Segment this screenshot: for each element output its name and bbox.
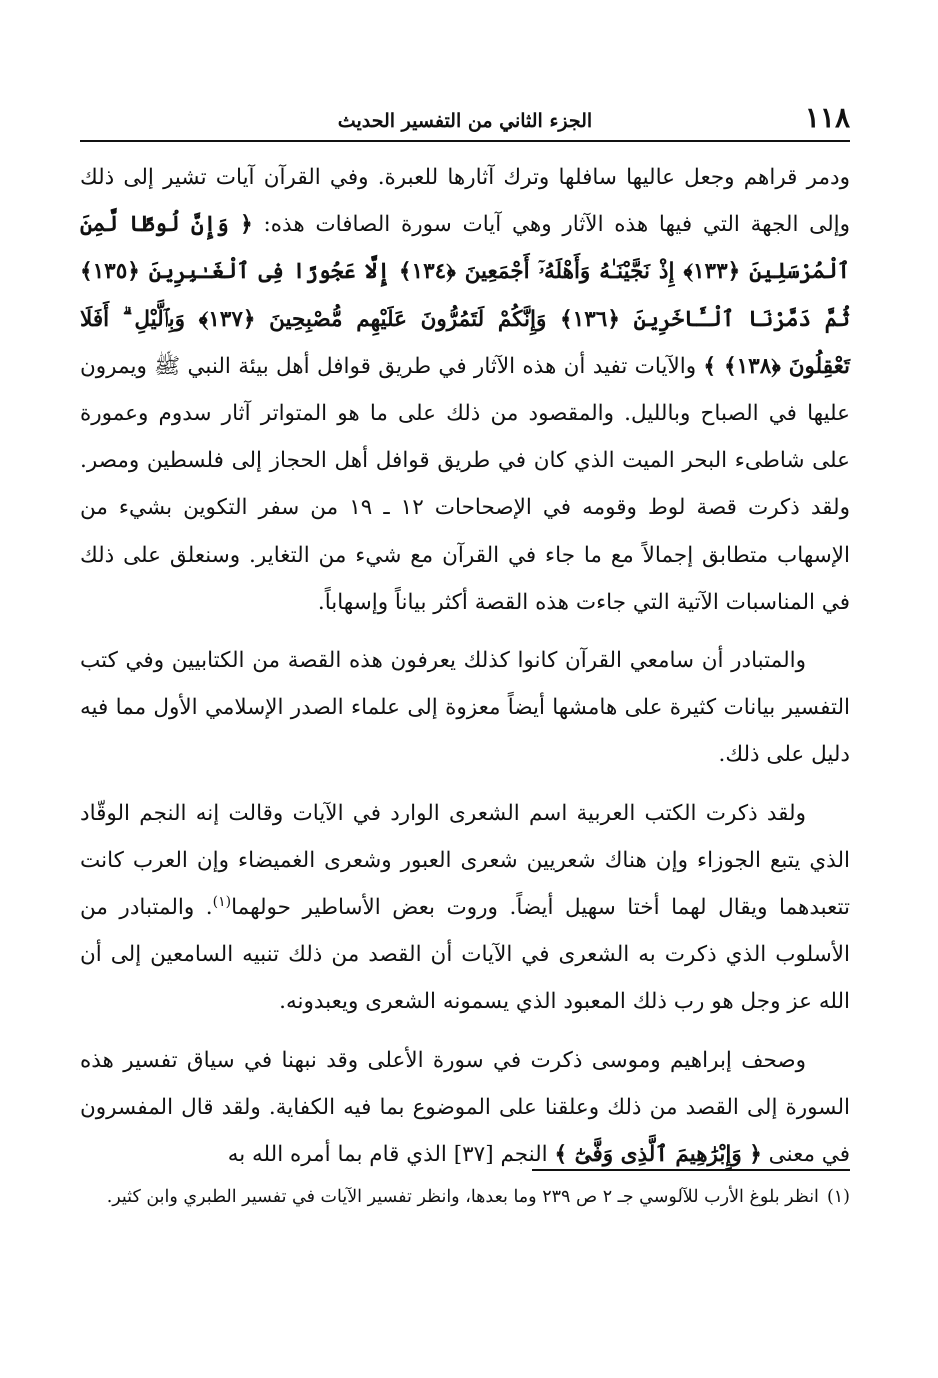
footnote-reference[interactable]: (١) xyxy=(212,893,232,910)
page-number: ١١٨ xyxy=(804,101,850,134)
body-text xyxy=(80,154,850,1178)
running-title: الجزء الثاني من التفسير الحديث xyxy=(337,110,593,132)
paragraph-text: ولقد ذكرت الكتب العربية اسم الشعرى الوارد في الآيات وقالت إنه النجم الوقّاد الذي يتبع الجوزاء وإن هناك شعريين شعرى العبور وشعرى الغميضاء وإن العرب كانت تتعبدهما ويقال لهما أختا سهيل أيضاً. وروت بعض الأساطير حولهما xyxy=(80,800,850,921)
paragraph-sirius xyxy=(80,790,850,1026)
footnote-text: انظر بلوغ الأرب للآلوسي جـ ٢ ص ٢٣٩ وما بعدها، وانظر تفسير الآيات في تفسير الطبري وابن كثير. xyxy=(106,1187,819,1207)
paragraph-text: النجم [٣٧] الذي قام بما أمره الله به xyxy=(227,1142,555,1168)
footnote-rule xyxy=(532,1169,850,1171)
quran-verse-an-najm: ﴿ وَإِبْرَٰهِيمَ ٱلَّذِى وَفَّىٰٓ ﴾ xyxy=(554,1142,762,1168)
paragraph-text: . والمتبادر من الأسلوب الذي ذكرت به الشعرى في الآيات أن القصد من ذلك تنبيه السامعين إلى أن الله عز وجل هو رب ذلك المعبود الذي يسمونه الشعرى ويعبدونه. xyxy=(80,895,850,1015)
footnote-number: (١) xyxy=(826,1187,850,1207)
paragraph-lot-story xyxy=(80,154,850,626)
paragraph-scrolls xyxy=(80,1037,850,1179)
paragraph-listeners: والمتبادر أن سامعي القرآن كانوا كذلك يعرفون هذه القصة من الكتابيين وفي كتب التفسير بيانات كثيرة على هامشها أيضاً معزوة إلى علماء الصدر الإسلامي الأول مما فيه دليل على ذلك. xyxy=(80,648,850,768)
footnote xyxy=(80,1180,850,1215)
paragraph-text: وصحف إبراهيم وموسى ذكرت في سورة الأعلى وقد نبهنا في سياق تفسير هذه السورة إلى القصد من ذلك وعلقنا على الموضوع بما فيه الكفاية. ولقد قال المفسرون في معنى xyxy=(80,1047,850,1168)
page-header xyxy=(80,96,850,142)
paragraph-text: ودمر قراهم وجعل عاليها سافلها وترك آثارها للعبرة. وفي القرآن آيات تشير إلى ذلك وإلى الجهة التي فيها هذه الآثار وهي آيات سورة الصافات هذه: xyxy=(80,165,851,238)
quran-verses-as-saffat: ﴿ وَإِنَّ لُوطًا لَّمِنَ ٱلْمُرْسَلِينَ ﴿١٣٣﴾ إِذْ نَجَّيْنَـٰهُ وَأَهْلَهُۥٓ أَجْمَعِينَ ﴿١٣٤﴾ إِلَّا عَجُوزًا فِى ٱلْغَـٰبِرِينَ ﴿١٣٥﴾ ثُمَّ دَمَّرْنَا ٱلْـَٔاخَرِينَ ﴿١٣٦﴾ وَإِنَّكُمْ لَتَمُرُّونَ عَلَيْهِم مُّصْبِحِينَ ﴿١٣٧﴾ وَبِٱلَّيْلِ ۗ أَفَلَا تَعْقِلُونَ ﴿١٣٨﴾ ﴾ xyxy=(80,212,850,379)
header-rule xyxy=(80,140,850,142)
paragraph-text: والآيات تفيد أن هذه الآثار في طريق قوافل أهل بيئة النبي ﷺ ويمرون عليها في الصباح وبالليل. والمقصود من ذلك على ما هو المتواتر آثار سدوم وعمورة على شاطىء البحر الميت الذي كان في طريق قوافل أهل الحجاز إلى فلسطين ومصر. ولقد ذكرت قصة لوط وقومه في الإصحاحات ١٢ ـ ١٩ من سفر التكوين بشيء من الإسهاب متطابق إجمالاً مع ما جاء في القرآن مع شيء من التغاير. وسنعلق على ذلك في المناسبات الآتية التي جاءت هذه القصة أكثر بياناً وإسهاباً. xyxy=(80,353,850,615)
